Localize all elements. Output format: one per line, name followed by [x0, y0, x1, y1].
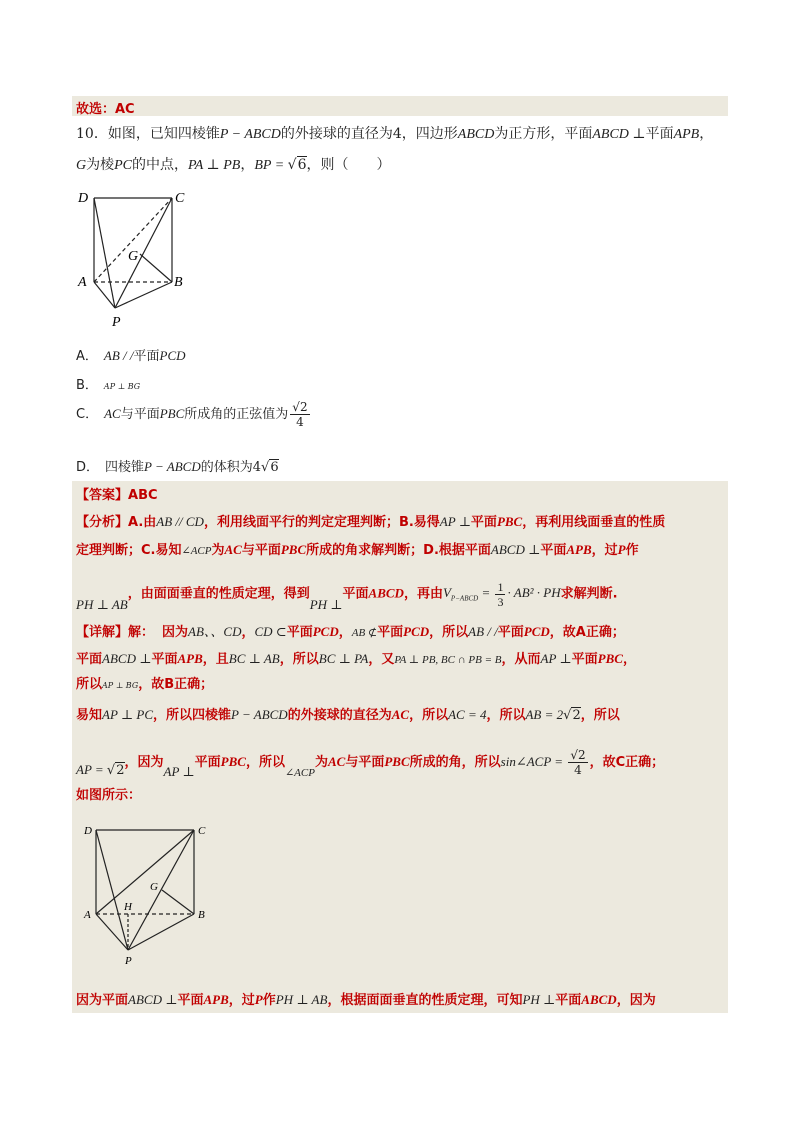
opt-math: PCD — [159, 348, 186, 363]
detail-label: 【详解】解： — [76, 625, 155, 640]
d-text: 平面 — [76, 652, 103, 667]
a-text: ，利用线面平行的判定定理判断；B.易得 — [203, 515, 440, 530]
d-math: AB ⊄ — [351, 627, 378, 639]
frac-den: 4 — [296, 415, 304, 429]
top-answer-text: 故选：AC — [76, 102, 135, 117]
d-text: ，所以 — [409, 708, 449, 723]
f-text: 平面 — [177, 993, 204, 1008]
option-c — [76, 400, 312, 429]
frac-num: 1 — [497, 580, 504, 594]
a-text: ，过 — [591, 543, 618, 558]
d-text: ，从而 — [501, 652, 541, 667]
f-text: 因为平面 — [76, 993, 129, 1008]
q-text: 为正方形，平面 — [494, 126, 593, 142]
d-math: APB — [177, 651, 203, 666]
f-math: PH ⊥ — [522, 992, 556, 1007]
q-math: ABCD — [457, 127, 495, 142]
d-math: PBC — [384, 754, 410, 769]
a-math: PBC — [280, 542, 307, 557]
d-math: AB / / — [468, 624, 498, 639]
d-text: 的外接球的直径为 — [287, 708, 392, 723]
q-text: 为棱 — [86, 157, 115, 173]
fraction — [290, 400, 309, 429]
opt-math: AB / / — [103, 348, 134, 363]
d-text: 易知 — [76, 708, 103, 723]
sqrt-value: 2 — [572, 708, 581, 723]
answer-line — [76, 486, 158, 506]
volume-symbol — [442, 580, 561, 609]
f-math: PH ⊥ AB — [275, 992, 328, 1007]
a-text: 平面 — [342, 586, 369, 602]
detail-line-6 — [76, 786, 141, 806]
a-math: PH ⊥ AB — [76, 597, 128, 613]
d-math: CD ⊂ — [254, 624, 287, 639]
f-text: 平面 — [555, 993, 582, 1008]
d-text: ，因为 — [124, 755, 164, 770]
option-letter: A． — [76, 349, 98, 364]
q-text: 的中点， — [132, 157, 189, 173]
d-text: ，所以 — [429, 625, 469, 640]
d-math: AP ⊥ — [540, 651, 572, 666]
d-text: 所以 — [76, 677, 103, 692]
d-math: PCD — [312, 624, 339, 639]
q-math: G — [76, 158, 87, 173]
d-text: ， — [241, 625, 255, 640]
d-text: ，所以四棱锥 — [153, 708, 232, 723]
q-math: ABCD ⊥ — [592, 127, 646, 142]
opt-text: 所成角的正弦值为 — [184, 407, 289, 422]
f-text: ，过 — [228, 993, 255, 1008]
label-P: P — [112, 315, 121, 330]
d-math: P − ABCD — [231, 707, 288, 722]
d-math: BC ⊥ PA — [318, 651, 369, 666]
d-math: AB = 2 — [525, 707, 564, 722]
frac-den: 4 — [574, 763, 582, 777]
d-text: ， — [622, 652, 636, 667]
opt-text: 的体积为 — [200, 460, 253, 475]
label-C: C — [175, 191, 185, 206]
d-text: 如图所示： — [76, 788, 142, 803]
pyramid-figure-2 — [80, 818, 220, 970]
label-D: D — [78, 191, 89, 206]
a-text: 求解判断. — [560, 586, 618, 602]
a-math: P — [617, 542, 626, 557]
answer-value: ABC — [128, 488, 158, 503]
q-math: PA ⊥ PB — [188, 158, 241, 173]
d-math: AP ⊥ — [163, 764, 195, 779]
q-text: 平面 — [645, 126, 674, 142]
d-text: 平面 — [497, 625, 524, 640]
a-text: A.由 — [128, 515, 157, 530]
label-G: G — [150, 881, 158, 893]
f-text: ，根据面面垂直的性质定理，可知 — [327, 993, 523, 1008]
d-math: ∠ACP — [284, 767, 315, 779]
question-line-1 — [76, 124, 713, 145]
label-B: B — [198, 909, 205, 921]
d-math: AC = 4 — [448, 707, 487, 722]
sqrt-sign: √ — [106, 763, 116, 778]
d-math: AC — [327, 754, 346, 769]
d-text: 因为 — [162, 625, 189, 640]
d-text: ，所以 — [279, 652, 319, 667]
d-text: 所成的角，所以 — [409, 755, 501, 770]
q-math: BP = — [254, 158, 288, 173]
d-math-small: AP ⊥ BG — [102, 681, 139, 690]
analysis-line-1 — [76, 512, 665, 533]
label-P: P — [125, 955, 132, 967]
option-d — [76, 456, 279, 475]
a-text: 平面 — [540, 543, 567, 558]
a-text: 与平面 — [241, 543, 281, 558]
a-math: ABCD — [368, 585, 404, 601]
frac-num: √2 — [570, 748, 586, 762]
a-math: AB // CD — [156, 514, 204, 529]
detail-line-2 — [76, 649, 636, 670]
opt-text: 与平面 — [120, 407, 160, 422]
final-line — [76, 990, 656, 1011]
fraction — [568, 748, 587, 777]
sqrt-sign: √ — [287, 157, 297, 173]
pyramid-figure-1 — [72, 186, 202, 332]
a-text: 作 — [625, 543, 639, 558]
d-text: ，所以 — [486, 708, 526, 723]
a-text: 平面 — [470, 515, 497, 530]
v-rest: · AB² · PH — [507, 585, 561, 601]
sqrt-sign: √ — [563, 708, 572, 723]
a-math: AC — [224, 542, 242, 557]
detail-line-3 — [76, 675, 213, 696]
label-A: A — [84, 909, 91, 921]
answer-label: 【答案】 — [76, 488, 129, 503]
question-number: 10． — [76, 126, 108, 142]
option-letter: B． — [76, 378, 98, 393]
d-math: sin∠ACP = — [500, 754, 567, 769]
d-text: ，所以 — [580, 708, 620, 723]
sqrt-sign: √ — [261, 460, 270, 475]
f-text: ，因为 — [616, 993, 656, 1008]
frac-den: 3 — [497, 595, 504, 609]
option-b — [76, 374, 140, 393]
d-math: PBC — [597, 651, 623, 666]
d-text: 平面 — [377, 625, 404, 640]
d-text: 平面 — [151, 652, 178, 667]
d-text: ，故B正确； — [138, 677, 214, 692]
sqrt-value: 2 — [116, 763, 125, 778]
d-math: AB、、CD — [188, 624, 242, 639]
detail-line-5 — [76, 748, 664, 777]
opt-math: P − ABCD — [144, 459, 201, 474]
v-sub: P−ABCD — [450, 595, 479, 604]
a-text: 为 — [211, 543, 225, 558]
q-text: ，则（ ） — [306, 157, 391, 173]
d-text: ，故C正确； — [589, 755, 665, 770]
v-eq: = — [478, 585, 494, 601]
detail-line-1 — [76, 622, 625, 643]
d-math: ABCD ⊥ — [102, 651, 152, 666]
d-math: PBC — [220, 754, 246, 769]
opt-math-small: AP ⊥ BG — [103, 382, 141, 391]
q-text: 如图，已知四棱锥 — [107, 126, 220, 142]
a-text: ，再利用线面垂直的性质 — [522, 515, 666, 530]
label-B: B — [174, 275, 183, 290]
f-math: ABCD — [581, 992, 617, 1007]
label-H: H — [124, 901, 132, 913]
q-text: 的外接球的直径为4，四边形 — [280, 126, 458, 142]
d-text: 平面 — [571, 652, 598, 667]
f-math: P — [254, 992, 263, 1007]
q-math: P − ABCD — [219, 127, 281, 142]
d-text: ， — [338, 625, 352, 640]
sqrt-value: 6 — [270, 460, 279, 475]
frac-num: √2 — [292, 400, 308, 414]
d-text: 与平面 — [345, 755, 385, 770]
v-letter: V — [442, 585, 451, 601]
analysis-label: 【分析】 — [76, 515, 129, 530]
question-line-2 — [76, 155, 391, 176]
d-text: 为 — [314, 755, 328, 770]
a-text: 定理判断；C.易知 — [76, 543, 182, 558]
f-math: APB — [203, 992, 229, 1007]
a-math: APB — [566, 542, 592, 557]
a-text: 所成的角求解判断；D.根据平面 — [306, 543, 491, 558]
d-text: 平面 — [286, 625, 313, 640]
a-text: ，再由 — [403, 586, 443, 602]
label-A: A — [78, 275, 87, 290]
opt-text: 四棱锥 — [105, 460, 145, 475]
opt-math: AC — [104, 406, 121, 421]
d-math: BC ⊥ AB — [228, 651, 280, 666]
opt-value: 4 — [252, 460, 262, 475]
analysis-line-2 — [76, 540, 639, 561]
option-a — [76, 345, 186, 364]
d-text: ，所以 — [245, 755, 285, 770]
a-math: PBC — [496, 514, 523, 529]
d-math: AP = — [76, 762, 107, 777]
a-math: AP ⊥ — [439, 514, 471, 529]
d-math: PCD — [523, 624, 550, 639]
d-text: 平面 — [194, 755, 221, 770]
sqrt-value: 6 — [297, 157, 307, 173]
opt-math: PBC — [159, 406, 185, 421]
fraction — [495, 580, 505, 609]
d-text: ，故A正确； — [549, 625, 625, 640]
a-math: ∠ACP — [181, 545, 212, 557]
d-math: AC — [391, 707, 410, 722]
d-math: PCD — [403, 624, 430, 639]
detail-line-4 — [76, 705, 620, 726]
d-math: PA ⊥ PB, BC ∩ PB = B — [394, 654, 502, 666]
a-text: ，由面面垂直的性质定理，得到 — [127, 586, 310, 602]
f-text: 作 — [262, 993, 276, 1008]
a-math: ABCD ⊥ — [490, 542, 541, 557]
option-letter: D． — [76, 460, 100, 475]
d-math: AP ⊥ PC — [102, 707, 153, 722]
q-text: ， — [240, 157, 255, 173]
label-C: C — [198, 825, 206, 837]
top-answer-band — [72, 96, 728, 116]
label-D: D — [84, 825, 92, 837]
q-math: APB — [673, 127, 700, 142]
opt-text: 平面 — [133, 349, 160, 364]
option-letter: C． — [76, 407, 99, 422]
d-text: ，且 — [202, 652, 229, 667]
label-G: G — [128, 249, 139, 264]
q-text: ， — [699, 126, 714, 142]
q-math: PC — [114, 158, 133, 173]
a-math: PH ⊥ — [309, 597, 343, 613]
d-text: ，又 — [368, 652, 395, 667]
analysis-line-3 — [76, 580, 618, 613]
f-math: ABCD ⊥ — [128, 992, 178, 1007]
